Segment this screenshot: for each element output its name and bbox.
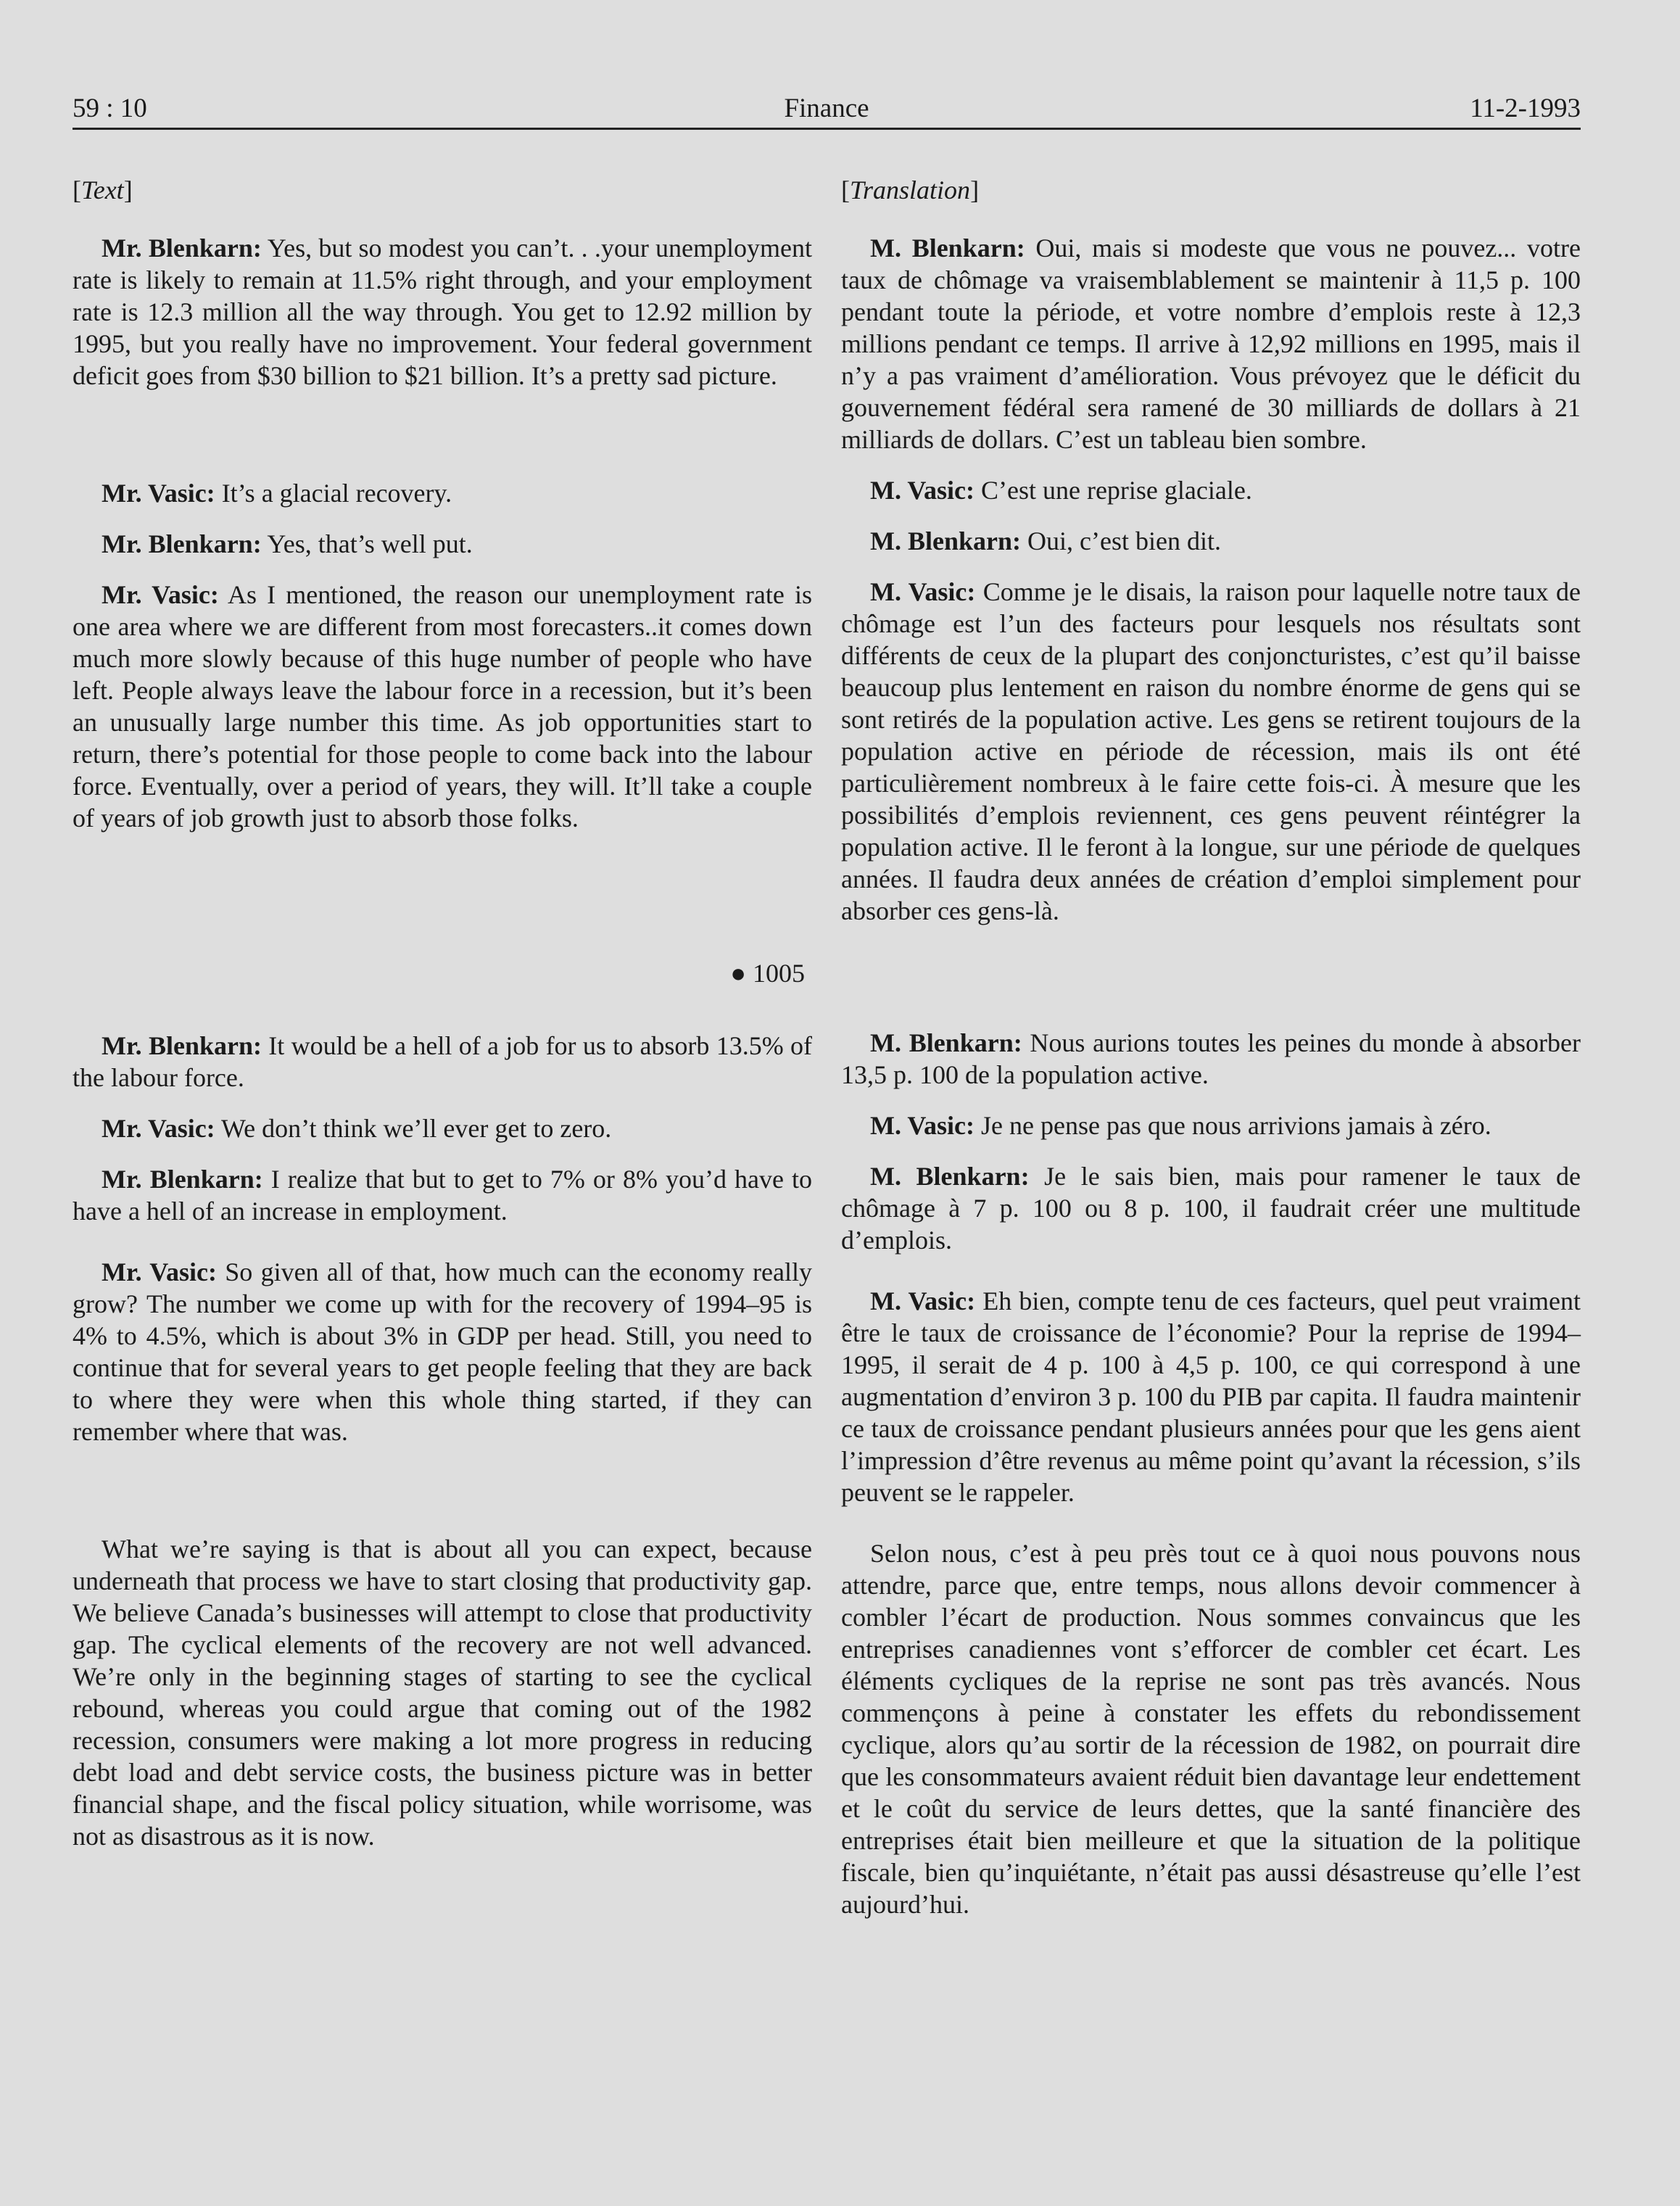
speech-text: I realize that but to get to 7% or 8% you’d have to have a hell of an increase in employment. [73, 1165, 812, 1226]
document-date: 11-2-1993 [1470, 94, 1581, 123]
paragraph [73, 579, 812, 834]
header-rule [73, 128, 1581, 130]
speaker-name: Mr. Blenkarn: [102, 234, 262, 263]
speech-text: It’s a glacial recovery. [215, 479, 452, 508]
paragraph [841, 1027, 1581, 1091]
speech-text: So given all of that, how much can the economy really grow? The number we come up with for the recovery of 1994–95 is 4% to 4.5%, which is about 3% in GDP per head. Still, you need to continue that for several years to get people feeling that they are back to where they were when this whole thing started, if they can remember where that was. [73, 1257, 812, 1446]
page-header [73, 93, 1581, 131]
speaker-name: M. Vasic: [870, 577, 976, 606]
speech-text: Je ne pense pas que nous arrivions jamais à zéro. [975, 1111, 1491, 1140]
paragraph [841, 474, 1581, 506]
paragraph [73, 1533, 812, 1852]
paragraph [841, 1537, 1581, 1920]
french-column [841, 174, 1581, 1920]
speech-text: C’est une reprise glaciale. [975, 476, 1252, 505]
paragraph [73, 477, 812, 509]
paragraph [73, 1112, 812, 1144]
paragraph [841, 576, 1581, 927]
paragraph [841, 1285, 1581, 1508]
paragraph [73, 1030, 812, 1094]
speech-text: As I mentioned, the reason our unemployment rate is one area where we are different from most forecasters..it comes down much more slowly because of this huge number of people who have left. People always leave the labour force in a recession, but it’s been an unusually large number this time. As job opportunities start to return, there’s potential for those people to come back into the labour force. Eventually, over a period of years, they will. It’ll take a couple of years of job growth just to absorb those folks. [73, 580, 812, 833]
speaker-name: Mr. Blenkarn: [102, 1031, 262, 1060]
speaker-name: Mr. Blenkarn: [102, 1165, 263, 1194]
speech-text: Je le sais bien, mais pour ramener le taux de chômage à 7 p. 100 ou 8 p. 100, il faudrait créer une multitude d’emplois. [841, 1162, 1581, 1255]
speech-text: It would be a hell of a job for us to absorb 13.5% of the labour force. [73, 1031, 812, 1092]
paragraph [73, 1163, 812, 1227]
paragraph [841, 1110, 1581, 1141]
speech-text: We don’t think we’ll ever get to zero. [215, 1114, 612, 1143]
speech-text: Oui, c’est bien dit. [1021, 526, 1221, 555]
speaker-name: M. Vasic: [870, 476, 975, 505]
paragraph [841, 232, 1581, 455]
speaker-name: Mr. Vasic: [102, 580, 219, 609]
english-column [73, 174, 812, 1852]
speaker-name: Mr. Vasic: [102, 479, 215, 508]
speech-text: Yes, but so modest you can’t. . .your unemployment rate is likely to remain at 11.5% right through, and your employment rate is 12.3 million all the way through. You get to 12.92 million by 1995, but you really have no improvement. Your federal government deficit goes from $30 billion to $21 billion. It’s a pretty sad picture. [73, 234, 812, 390]
speech-text: Oui, mais si modeste que vous ne pouvez... votre taux de chômage va vraisemblablement se maintenir à 11,5 p. 100 pendant toute la période, et votre nombre d’emplois reste à 12,3 millions pendant ce temps. Il arrive à 12,92 millions en 1995, mais il n’y a pas vraiment d’amélioration. Vous prévoyez que le déficit du gouvernement fédéral sera ramené de 30 milliards de dollars à 21 milliards de dollars. C’est un tableau bien sombre. [841, 234, 1581, 454]
speaker-name: M. Blenkarn: [870, 234, 1025, 263]
time-marker: ● 1005 [730, 959, 805, 988]
speech-text: Yes, that’s well put. [261, 529, 473, 558]
speaker-name: M. Blenkarn: [870, 1162, 1030, 1191]
speech-text: Eh bien, compte tenu de ces facteurs, quel peut vraiment être le taux de croissance de l’économie? Pour la reprise de 1994–1995, il serait de 4 p. 100 à 4,5 p. 100, ce qui correspond à une augmentation d’environ 3 p. 100 du PIB par capita. Il faudra maintenir ce taux de croissance pendant plusieurs années pour que les gens aient l’impression d’être revenus au même point qu’avant la récession, s’ils peuvent se le rappeler. [841, 1286, 1581, 1507]
speech-text: Comme je le disais, la raison pour laquelle notre taux de chômage est l’un des facteurs pour lesquels nos résultats sont différents de ceux de la plupart des conjoncturistes, c’est qu’il baisse beaucoup plus lentement en raison du nombre énorme de gens qui se sont retirés de la population active. Les gens se retirent toujours de la population active en période de récession, mais ils ont été particulièrement nombreux à le faire cette fois-ci. À mesure que les possibilités d’emplois reviennent, ces gens peuvent réintégrer la population active. Il le feront à la longue, sur une période de quelques années. Il faudra deux années de création d’emploi simplement pour absorber ces gens-là. [841, 577, 1581, 925]
speaker-name: Mr. Blenkarn: [102, 529, 262, 558]
paragraph [73, 528, 812, 560]
speech-text: What we’re saying is that is about all you can expect, because underneath that process we have to start closing that productivity gap. We believe Canada’s businesses will attempt to close that productivity gap. The cyclical elements of the recovery are not well advanced. We’re only in the beginning stages of starting to see the cyclical rebound, whereas you could argue that coming out of the 1982 recession, consumers were making a lot more progress in reducing debt load and debt service costs, the business picture was in better financial shape, and the fiscal policy situation, while worrisome, was not as disastrous as it is now. [73, 1534, 812, 1851]
speech-text: Nous aurions toutes les peines du monde à absorber 13,5 p. 100 de la population active. [841, 1028, 1581, 1089]
speaker-name: M. Blenkarn: [870, 1028, 1022, 1057]
speaker-name: Mr. Vasic: [102, 1114, 215, 1143]
section-label: [Translation] [841, 175, 980, 205]
paragraph [73, 232, 812, 392]
paragraph [841, 525, 1581, 557]
section-label: [Text] [73, 175, 133, 205]
document-title: Finance [784, 94, 869, 123]
speaker-name: Mr. Vasic: [102, 1257, 217, 1286]
speaker-name: M. Blenkarn: [870, 526, 1022, 555]
speech-text: Selon nous, c’est à peu près tout ce à quoi nous pouvons nous attendre, parce que, entre temps, nous allons devoir commencer à combler l’écart de production. Nous sommes convaincus que les entreprises canadiennes vont s’efforcer de combler cet écart. Les éléments cycliques de la reprise ne sont pas très avancés. Nous commençons à peine à constater les effets du rebondissement cyclique, alors qu’au sortir de la récession de 1982, on pourrait dire que les consommateurs avaient réduit bien davantage leur endettement et le coût du service de leurs dettes, que la santé financière des entreprises était bien meilleure et que la situation de la politique fiscale, bien qu’inquiétante, n’était pas aussi désastreuse qu’elle l’est aujourd’hui. [841, 1539, 1581, 1919]
speaker-name: M. Vasic: [870, 1286, 976, 1315]
speaker-name: M. Vasic: [870, 1111, 975, 1140]
paragraph [73, 1256, 812, 1447]
page-reference: 59 : 10 [73, 94, 147, 123]
paragraph [841, 1160, 1581, 1256]
